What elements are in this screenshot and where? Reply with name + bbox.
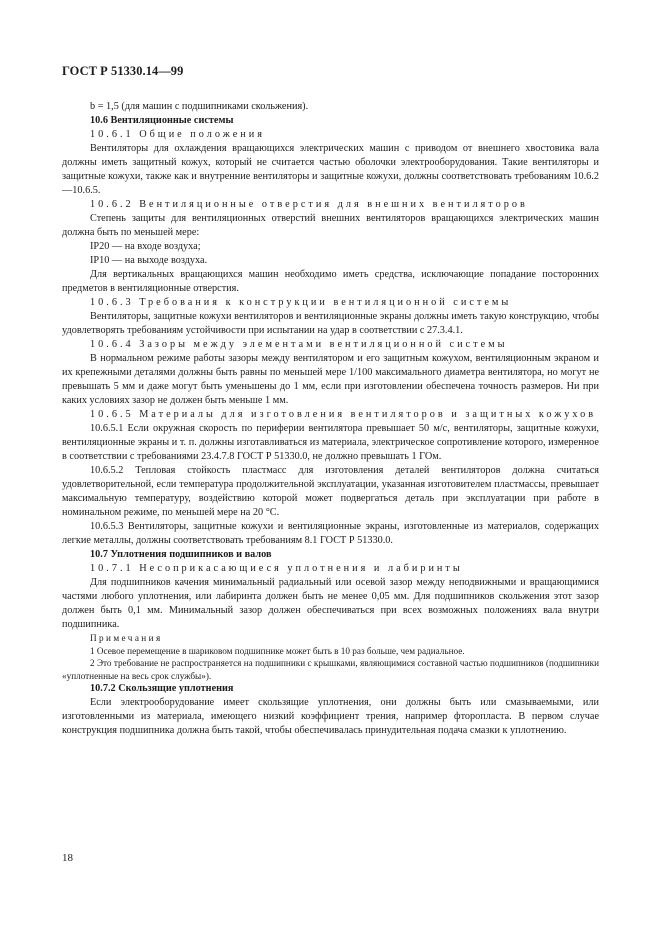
page-number: 18	[62, 852, 73, 864]
paragraph-10-7-2: Если электрооборудование имеет скользящие уплотнения, они должны быть или смазываемыми, или изготовленными из материала, имеющего низкий коэффициент трения, например фторопласта. В первом случае конструкция подшипника должна быть такой, чтобы обеспечивалась принудительная подача смазки к уплотнению.	[62, 697, 599, 736]
note-1: 1 Осевое перемещение в шариковом подшипнике может быть в 10 раз больше, чем радиальное.	[90, 645, 465, 656]
subsection-heading-10-6-5: 10.6.5 Материалы для изготовления вентиляторов и защитных кожухов	[90, 409, 597, 420]
formula-line: b = 1,5 (для машин с подшипниками скольжения).	[90, 101, 309, 112]
section-heading-10-7: 10.7 Уплотнения подшипников и валов	[90, 549, 272, 560]
ip20-line: IP20 — на входе воздуха;	[90, 241, 201, 252]
paragraph-10-6-2: Степень защиты для вентиляционных отверстий внешних вентиляторов вращающихся электрических машин должна быть по меньшей мере:	[62, 213, 599, 238]
subsection-heading-10-6-1: 10.6.1 Общие положения	[90, 129, 265, 140]
notes-title: Примечания	[90, 633, 163, 643]
note-2: 2 Это требование не распространяется на подшипники с крышками, являющимися составной частью подшипников (подшипники «уплотненные на весь срок службы»).	[62, 658, 599, 681]
subsection-heading-10-7-2: 10.7.2 Скользящие уплотнения	[90, 683, 234, 694]
paragraph-10-6-1: Вентиляторы для охлаждения вращающихся электрических машин с приводом от внешнего хвостовика вала должны иметь защитный кожух, который не считается частью оболочки электрооборудования. Такие вентиляторы и защитные кожухи, также как и внутренние вентиляторы и защитные кожухи, должны соответствовать требованиям 10.6.2—10.6.5.	[62, 143, 599, 196]
section-heading-10-6: 10.6 Вентиляционные системы	[90, 115, 234, 126]
document-body	[62, 100, 599, 738]
paragraph-10-6-3: Вентиляторы, защитные кожухи вентиляторов и вентиляционные экраны должны иметь такую конструкцию, чтобы удовлетворять требованиям устойчивости при испытании на удар в соответствии с 27.3.4.1.	[62, 311, 599, 336]
paragraph-10-6-5-2: 10.6.5.2 Тепловая стойкость пластмасс для изготовления деталей вентиляторов должна считаться удовлетворительной, если температура продолжительной эксплуатации, указанная изготовителем пластмассы, превышает максимальную температуру, воздействию которой может подвергаться деталь при эксплуатации при работе в номинальном режиме, по меньшей мере на 20 °С.	[62, 465, 599, 518]
subsection-heading-10-6-4: 10.6.4 Зазоры между элементами вентиляционной системы	[90, 339, 508, 350]
paragraph-10-7-1: Для подшипников качения минимальный радиальный или осевой зазор между неподвижными и вращающимися частями любого уплотнения, или лабиринта должен быть не менее 0,05 мм. Для подшипников скольжения этот зазор должен быть 0,1 мм. Минимальный зазор должен обеспечиваться при всех возможных положениях вала внутри подшипника.	[62, 577, 599, 630]
paragraph-10-6-2b: Для вертикальных вращающихся машин необходимо иметь средства, исключающие попадание посторонних предметов в вентиляционные отверстия.	[62, 269, 599, 294]
subsection-heading-10-6-2: 10.6.2 Вентиляционные отверстия для внешних вентиляторов	[90, 199, 528, 210]
subsection-heading-10-6-3: 10.6.3 Требования к конструкции вентиляционной системы	[90, 297, 512, 308]
paragraph-10-6-4: В нормальном режиме работы зазоры между вентилятором и его защитным кожухом, вентиляционным экраном и их крепежными деталями должны быть равны по меньшей мере 1/100 максимального диаметра вентилятора, но могут не превышать 5 мм и даже могут быть уменьшены до 1 мм, если при изготовлении обеспечена точность размеров. Ни при каких условиях зазор не должен быть меньше 1 мм.	[62, 353, 599, 406]
paragraph-10-6-5-3: 10.6.5.3 Вентиляторы, защитные кожухи и вентиляционные экраны, изготовленные из материалов, содержащих легкие металлы, должны соответствовать требованиям 8.1 ГОСТ Р 51330.0.	[62, 521, 599, 546]
ip10-line: IP10 — на выходе воздуха.	[90, 255, 208, 266]
subsection-heading-10-7-1: 10.7.1 Несоприкасающиеся уплотнения и лабиринты	[90, 563, 463, 574]
standard-header: ГОСТ Р 51330.14—99	[62, 64, 184, 78]
paragraph-10-6-5-1: 10.6.5.1 Если окружная скорость по периферии вентилятора превышает 50 м/с, вентиляторы, защитные кожухи, вентиляционные экраны и т. п. должны изготавливаться из материала, электрическое сопротивление которого, измеренное в соответствии с требованиями 23.4.7.8 ГОСТ Р 51330.0, не должно превышать 1 ГОм.	[62, 423, 599, 462]
